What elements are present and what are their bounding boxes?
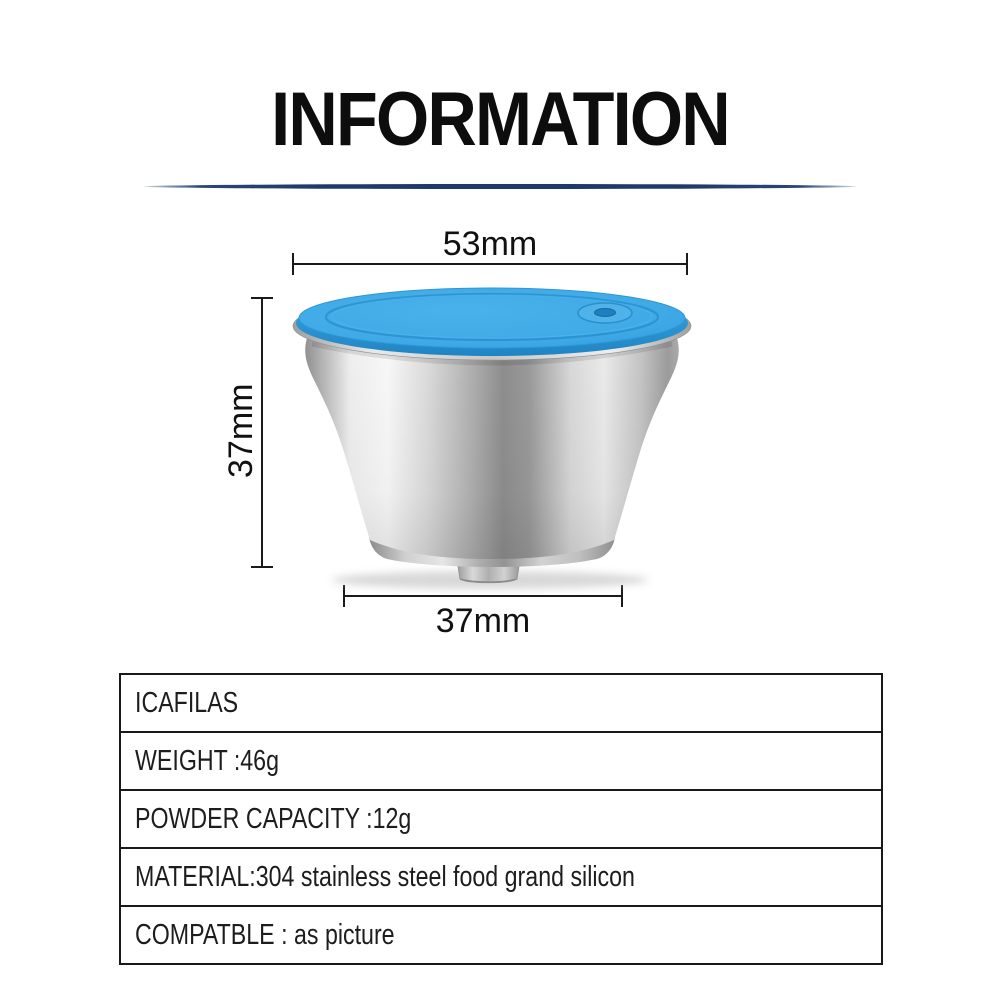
capsule-body (305, 338, 679, 559)
page-title: INFORMATION (271, 77, 729, 162)
table-row (121, 675, 881, 731)
capsule-illustration (280, 280, 710, 610)
spec-text-material: MATERIAL:304 stainless steel food grand silicon (135, 860, 635, 893)
dimension-tick (686, 253, 688, 275)
dimension-tick (251, 297, 273, 299)
table-row (121, 905, 881, 963)
spec-text-brand: ICAFILAS (135, 686, 239, 719)
spec-text-weight: WEIGHT :46g (135, 744, 279, 777)
table-row (121, 847, 881, 905)
dimension-line-top (292, 263, 688, 265)
dimension-label-bottom: 37mm (435, 602, 531, 640)
spec-text-capacity: POWDER CAPACITY :12g (135, 802, 412, 835)
dimension-label-left: 37mm (222, 383, 260, 478)
dimension-line-left (261, 298, 263, 568)
lid-vent-ring (578, 303, 632, 323)
capsule-lid (296, 288, 688, 356)
dimension-tick (292, 253, 294, 275)
table-row (121, 789, 881, 847)
dimension-label-top: 53mm (442, 225, 538, 263)
title-divider-line (144, 184, 856, 189)
dimension-tick (251, 566, 273, 568)
spec-text-compatible: COMPATBLE : as picture (135, 918, 395, 951)
spec-table (119, 673, 883, 965)
table-row (121, 731, 881, 789)
